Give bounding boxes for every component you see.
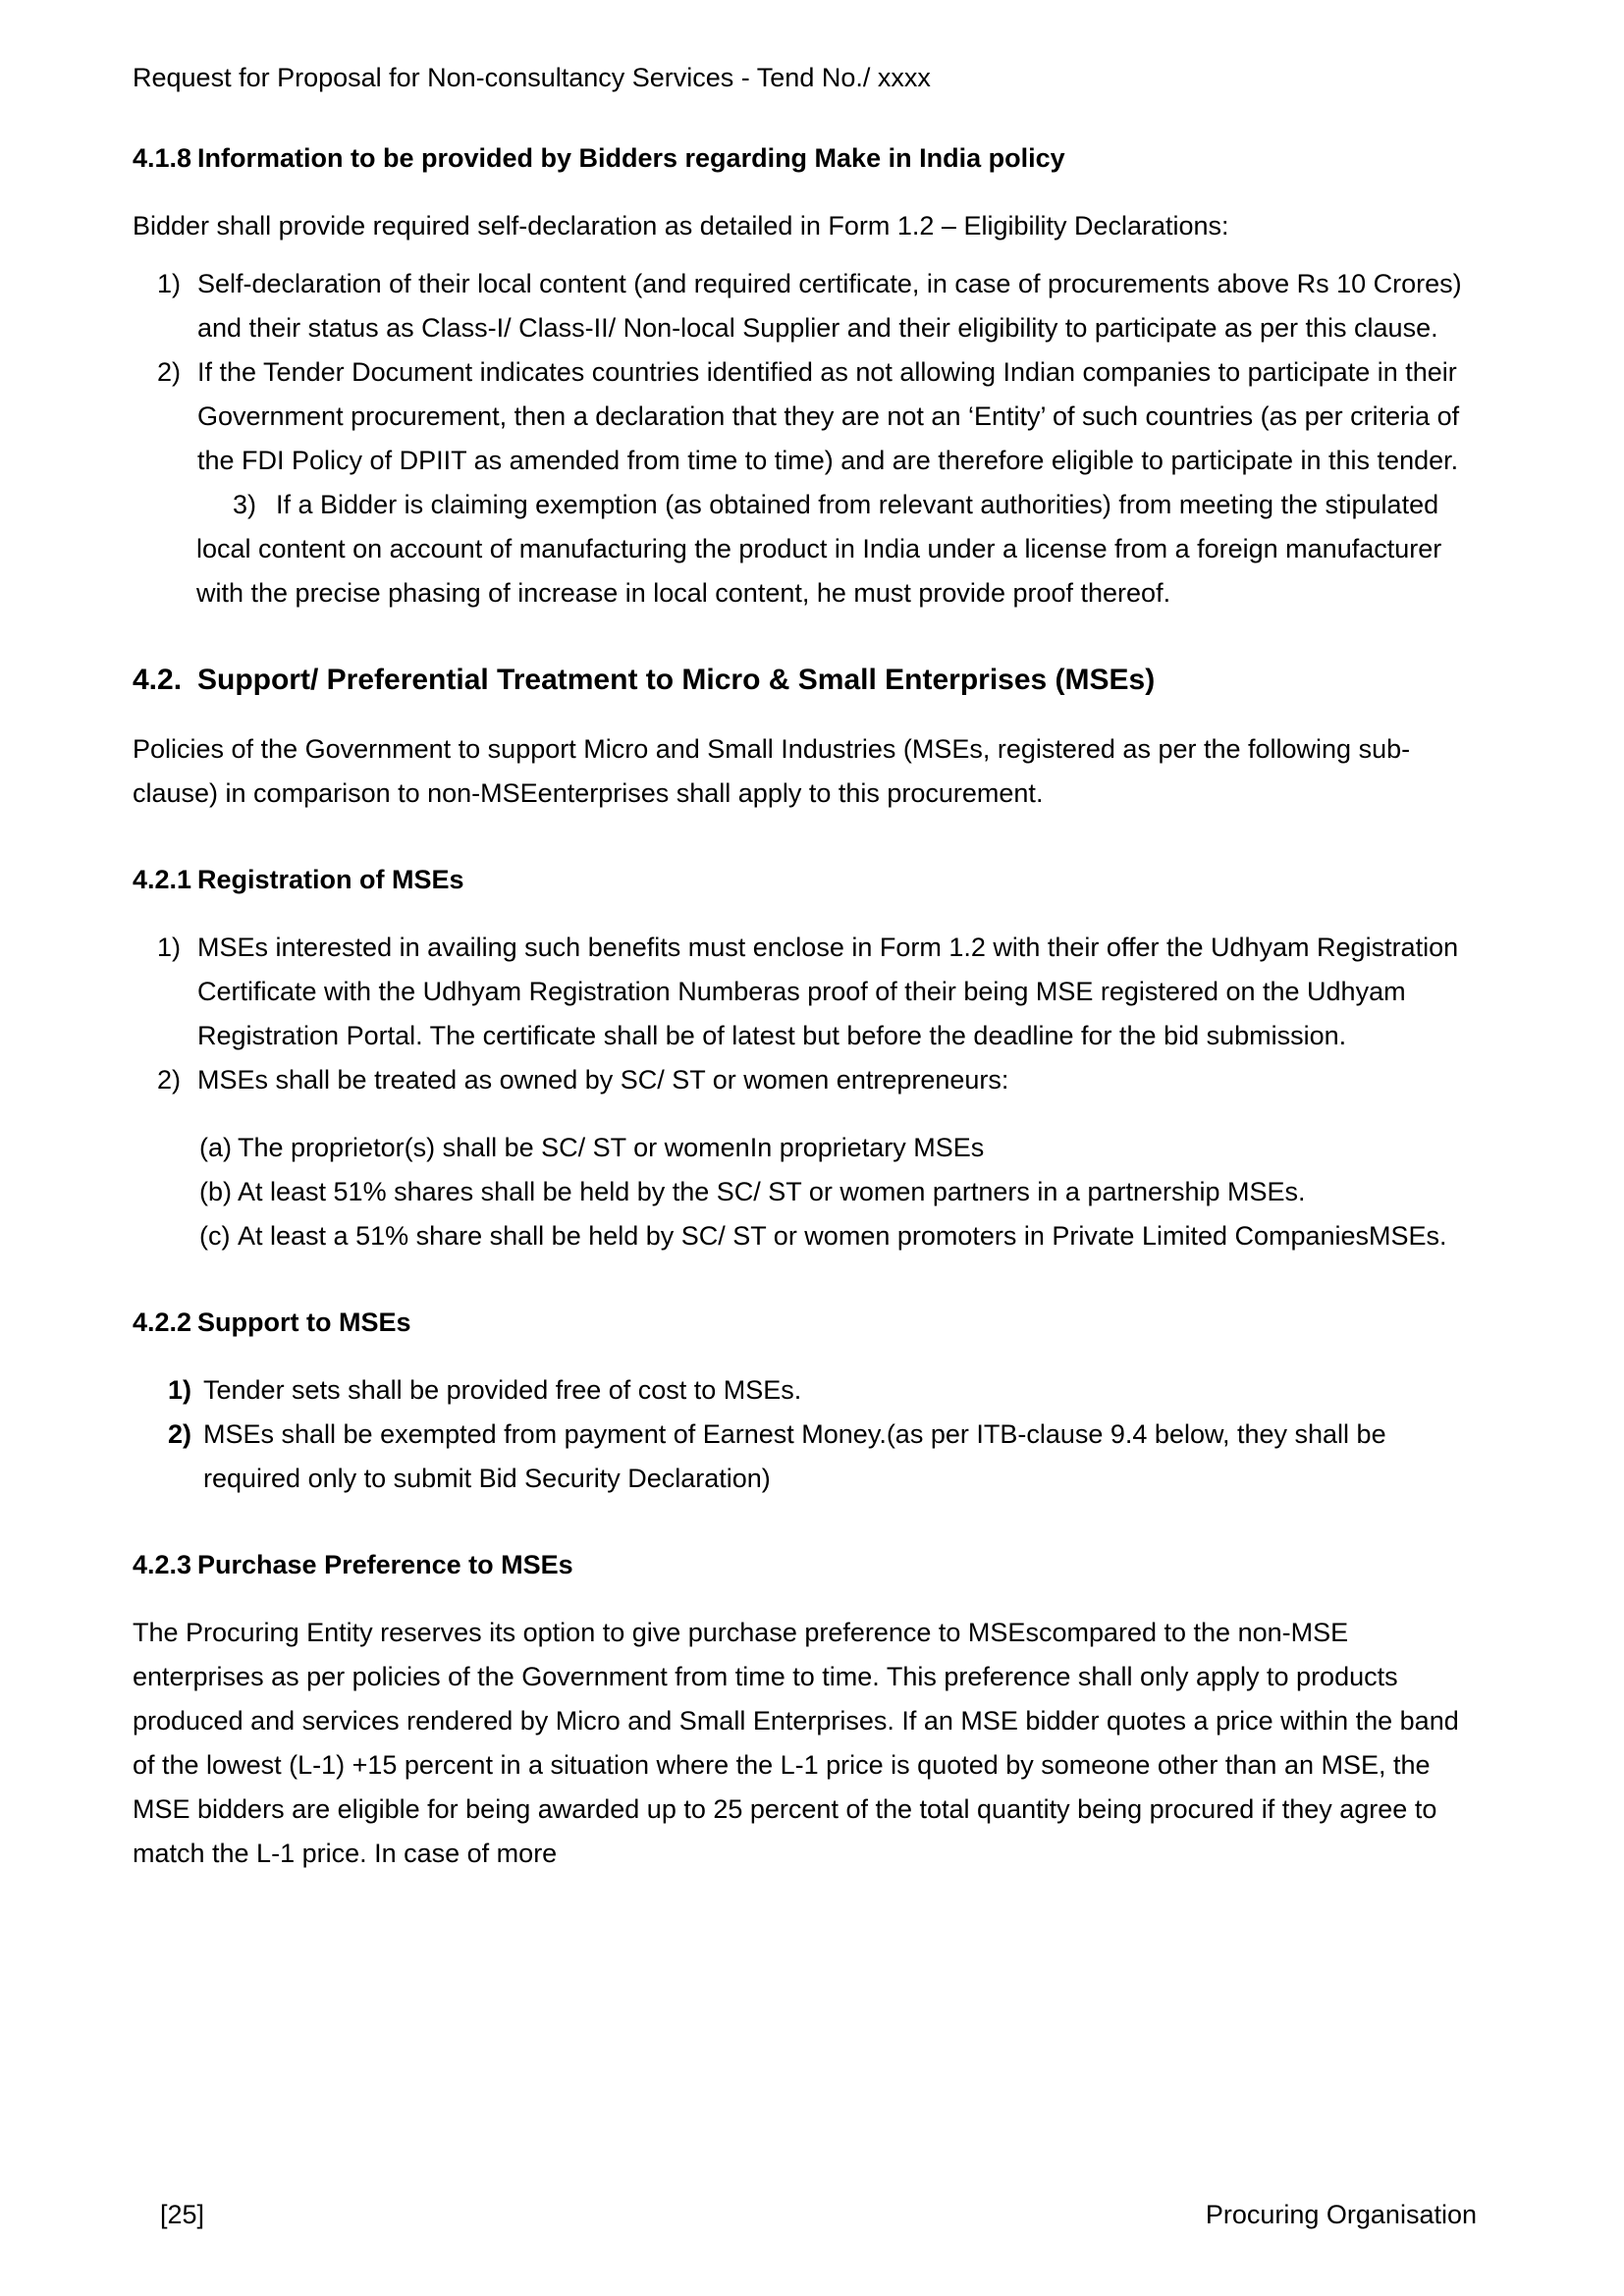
sublist-item-letter: (a) <box>199 1133 232 1162</box>
list-item-number: 1) <box>157 269 182 298</box>
list-item-number: 2) <box>168 1419 192 1449</box>
section-title: Registration of MSEs <box>197 865 464 894</box>
section-4-2 <box>133 661 1477 816</box>
list-item-number: 2) <box>157 1065 182 1095</box>
sublist-item-letter: (b) <box>199 1177 232 1206</box>
sublist-item-letter: (c) <box>199 1221 231 1251</box>
section-title: Support to MSEs <box>197 1308 411 1337</box>
section-heading-4-2 <box>133 661 1477 700</box>
list-item <box>157 1058 1477 1102</box>
list-item-text: Self-declaration of their local content (and required certificate, in case of procurements above Rs 10 Crores) and their status as Class-I/ Class-II/ Non-local Supplier and their eligibility to participate as per this clause. <box>197 269 1462 343</box>
list-item <box>157 350 1477 483</box>
page-header <box>133 61 1477 94</box>
section-number: 4.2.3 <box>133 1550 192 1579</box>
section-title: Purchase Preference to MSEs <box>197 1550 573 1579</box>
section-heading-4-2-3 <box>133 1546 1477 1583</box>
section-heading-4-2-2 <box>133 1304 1477 1341</box>
list-item-text: MSEs shall be exempted from payment of Earnest Money.(as per ITB-clause 9.4 below, they shall be required only to submit Bid Security Declaration) <box>203 1419 1386 1493</box>
list-item <box>157 926 1477 1058</box>
list-item <box>168 1413 1477 1501</box>
list-item-text: MSEs interested in availing such benefits must enclose in Form 1.2 with their offer the Udhyam Registration Certificate with the Udhyam Registration Numberas proof of their being MSE registered on the Udhyam Registration Portal. The certificate shall be of latest but before the deadline for the bid submission. <box>197 933 1459 1050</box>
lettered-sublist <box>199 1126 1477 1258</box>
page-footer <box>133 2198 1477 2231</box>
sublist-item <box>199 1126 1477 1170</box>
section-title: Information to be provided by Bidders regarding Make in India policy <box>197 143 1065 173</box>
list-item-text: If the Tender Document indicates countries identified as not allowing Indian companies to participate in their Government procurement, then a declaration that they are not an ‘Entity’ of such countries (as per criteria of the FDI Policy of DPIIT as amended from time to time) and are therefore eligible to participate in this tender. <box>197 357 1460 475</box>
sublist-item-text: At least a 51% share shall be held by SC/ ST or women promoters in Private Limited CompaniesMSEs. <box>238 1221 1447 1251</box>
sublist-item-text: The proprietor(s) shall be SC/ ST or womenIn proprietary MSEs <box>238 1133 985 1162</box>
list-item <box>168 1368 1477 1413</box>
section-number: 4.1.8 <box>133 143 192 173</box>
section-intro-paragraph: Policies of the Government to support Micro and Small Industries (MSEs, registered as per the following sub-clause) in comparison to non-MSEenterprises shall apply to this procurement. <box>133 734 1411 808</box>
section-heading-4-2-1 <box>133 861 1477 898</box>
list-item-number: 1) <box>168 1375 192 1405</box>
numbered-list <box>157 926 1477 1102</box>
sublist-item-text: At least 51% shares shall be held by the SC/ ST or women partners in a partnership MSEs. <box>238 1177 1306 1206</box>
footer-organisation: Procuring Organisation <box>1205 2200 1477 2229</box>
list-item <box>157 262 1477 350</box>
list-item-text: MSEs shall be treated as owned by SC/ ST or women entrepreneurs: <box>197 1065 1009 1095</box>
section-4-1-8 <box>133 139 1477 615</box>
numbered-list <box>157 262 1477 483</box>
list-item-text: If a Bidder is claiming exemption (as obtained from relevant authorities) from meeting the stipulated local content on account of manufacturing the product in India under a license from a foreign manufacturer with the precise phasing of increase in local content, he must provide proof thereof. <box>196 490 1442 608</box>
sublist-item <box>199 1214 1477 1258</box>
header-title: Request for Proposal for Non-consultancy Services - Tend No./ xxxx <box>133 63 931 92</box>
section-4-2-2 <box>133 1304 1477 1501</box>
numbered-list <box>168 1368 1477 1501</box>
section-4-2-3 <box>133 1546 1477 1876</box>
list-item-number: 3) <box>233 490 257 519</box>
list-item-text: Tender sets shall be provided free of cost to MSEs. <box>203 1375 802 1405</box>
section-4-2-1 <box>133 861 1477 1258</box>
sublist-item <box>199 1170 1477 1214</box>
section-intro-paragraph: Bidder shall provide required self-declaration as detailed in Form 1.2 – Eligibility Declarations: <box>133 211 1229 240</box>
section-number: 4.2. <box>133 664 183 696</box>
list-item-number: 1) <box>157 933 182 962</box>
section-number: 4.2.2 <box>133 1308 192 1337</box>
section-heading-4-1-8 <box>133 139 1477 177</box>
page-number: [25] <box>160 2200 205 2229</box>
list-item <box>196 483 1477 615</box>
section-number: 4.2.1 <box>133 865 192 894</box>
section-title: Support/ Preferential Treatment to Micro & Small Enterprises (MSEs) <box>197 664 1156 696</box>
list-item-number: 2) <box>157 357 182 387</box>
body-paragraph: The Procuring Entity reserves its option to give purchase preference to MSEscompared to the non-MSE enterprises as per policies of the Government from time to time. This preference shall only apply to products produced and services rendered by Micro and Small Enterprises. If an MSE bidder quotes a price within the band of the lowest (L-1) +15 percent in a situation where the L-1 price is quoted by someone other than an MSE, the MSE bidders are eligible for being awarded up to 25 percent of the total quantity being procured if they agree to match the L-1 price. In case of more <box>133 1618 1459 1868</box>
